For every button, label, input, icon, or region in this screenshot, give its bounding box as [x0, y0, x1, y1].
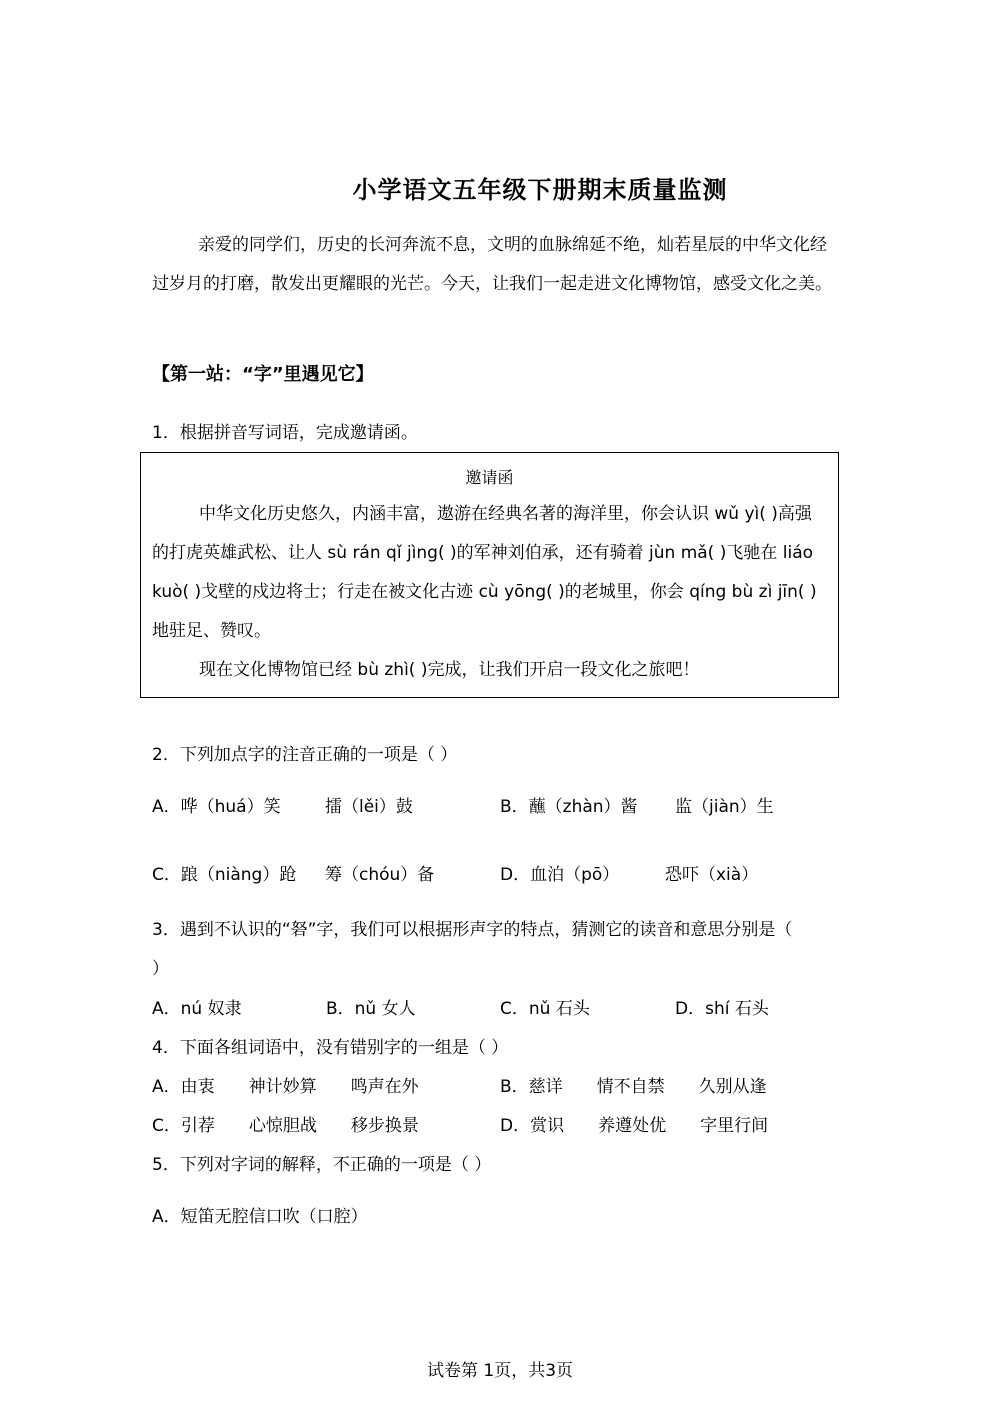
question-3-option-a: A．nú 奴隶: [152, 999, 242, 1019]
question-2-option-d1: D．血泊（pō）: [500, 865, 620, 885]
question-2-option-a2: 擂（lěi）鼓: [325, 797, 413, 817]
invitation-paragraph-2: 现在文化博物馆已经 bù zhì( )完成，让我们开启一段文化之旅吧！: [199, 660, 700, 680]
question-3-option-c: C．nǔ 石头: [500, 999, 590, 1019]
question-4-stem: 4．下面各组词语中，没有错别字的一组是（ ）: [152, 1038, 509, 1058]
question-2-option-b2: 监（jiàn）生: [675, 797, 774, 817]
question-3-option-d: D．shí 石头: [675, 999, 769, 1019]
question-3-stem-end: ）: [152, 959, 169, 979]
question-2-stem: 2．下列加点字的注音正确的一项是（ ）: [152, 745, 458, 765]
question-2-option-c2: 筹（chóu）备: [325, 865, 435, 885]
question-3-stem: 3．遇到不认识的“砮”字，我们可以根据形声字的特点，猜测它的读音和意思分别是（: [152, 920, 793, 940]
intro-paragraph: 亲爱的同学们，历史的长河奔流不息，文明的血脉绵延不绝，灿若星辰的中华文化经过岁月的打磨，散发出更耀眼的光芒。今天，让我们一起走进文化博物馆，感受文化之美。: [152, 235, 832, 294]
question-5-option-a: A．短笛无腔信口吹（口腔）: [152, 1207, 368, 1227]
question-2-option-a1: A．哗（huá）笑: [152, 797, 281, 817]
invitation-box: [140, 452, 839, 698]
question-2-option-d2: 恐吓（xià）: [665, 865, 759, 885]
question-1-stem: 1．根据拼音写词语，完成邀请函。: [152, 423, 418, 443]
page-footer: 试卷第 1页，共3页: [426, 1361, 574, 1381]
question-4-option-b: B．慈详 情不自禁 久别从逢: [500, 1077, 767, 1097]
invitation-title: 邀请函: [465, 468, 514, 487]
page-title: 小学语文五年级下册期末质量监测: [352, 176, 728, 204]
question-2-option-c1: C．踉（niàng）跄: [152, 865, 297, 885]
question-4-option-c: C．引荐 心惊胆战 移步换景: [152, 1116, 419, 1136]
section-heading: 【第一站：“字”里遇见它】: [152, 364, 374, 385]
question-5-stem: 5．下列对字词的解释，不正确的一项是（ ）: [152, 1155, 492, 1175]
invitation-paragraph-1: 中华文化历史悠久，内涵丰富，遨游在经典名著的海洋里，你会认识 wǔ yì( )高强的打虎英雄武松、让人 sù rán qǐ jìng( )的军神刘伯承，还有骑着 jùn mǎ( )飞驰在 liáo kuò( )戈壁的戍边将士；行走在被文化古迹 cù yōng( )的老城里，你会 qíng bù zì jīn( )地驻足、赞叹。: [152, 504, 817, 641]
question-4-option-d: D．赏识 养遵处优 字里行间: [500, 1116, 769, 1136]
question-4-option-a: A．由衷 神计妙算 鸣声在外: [152, 1077, 419, 1097]
question-3-option-b: B．nǔ 女人: [326, 999, 416, 1019]
question-2-option-b1: B．蘸（zhàn）酱: [500, 797, 638, 817]
